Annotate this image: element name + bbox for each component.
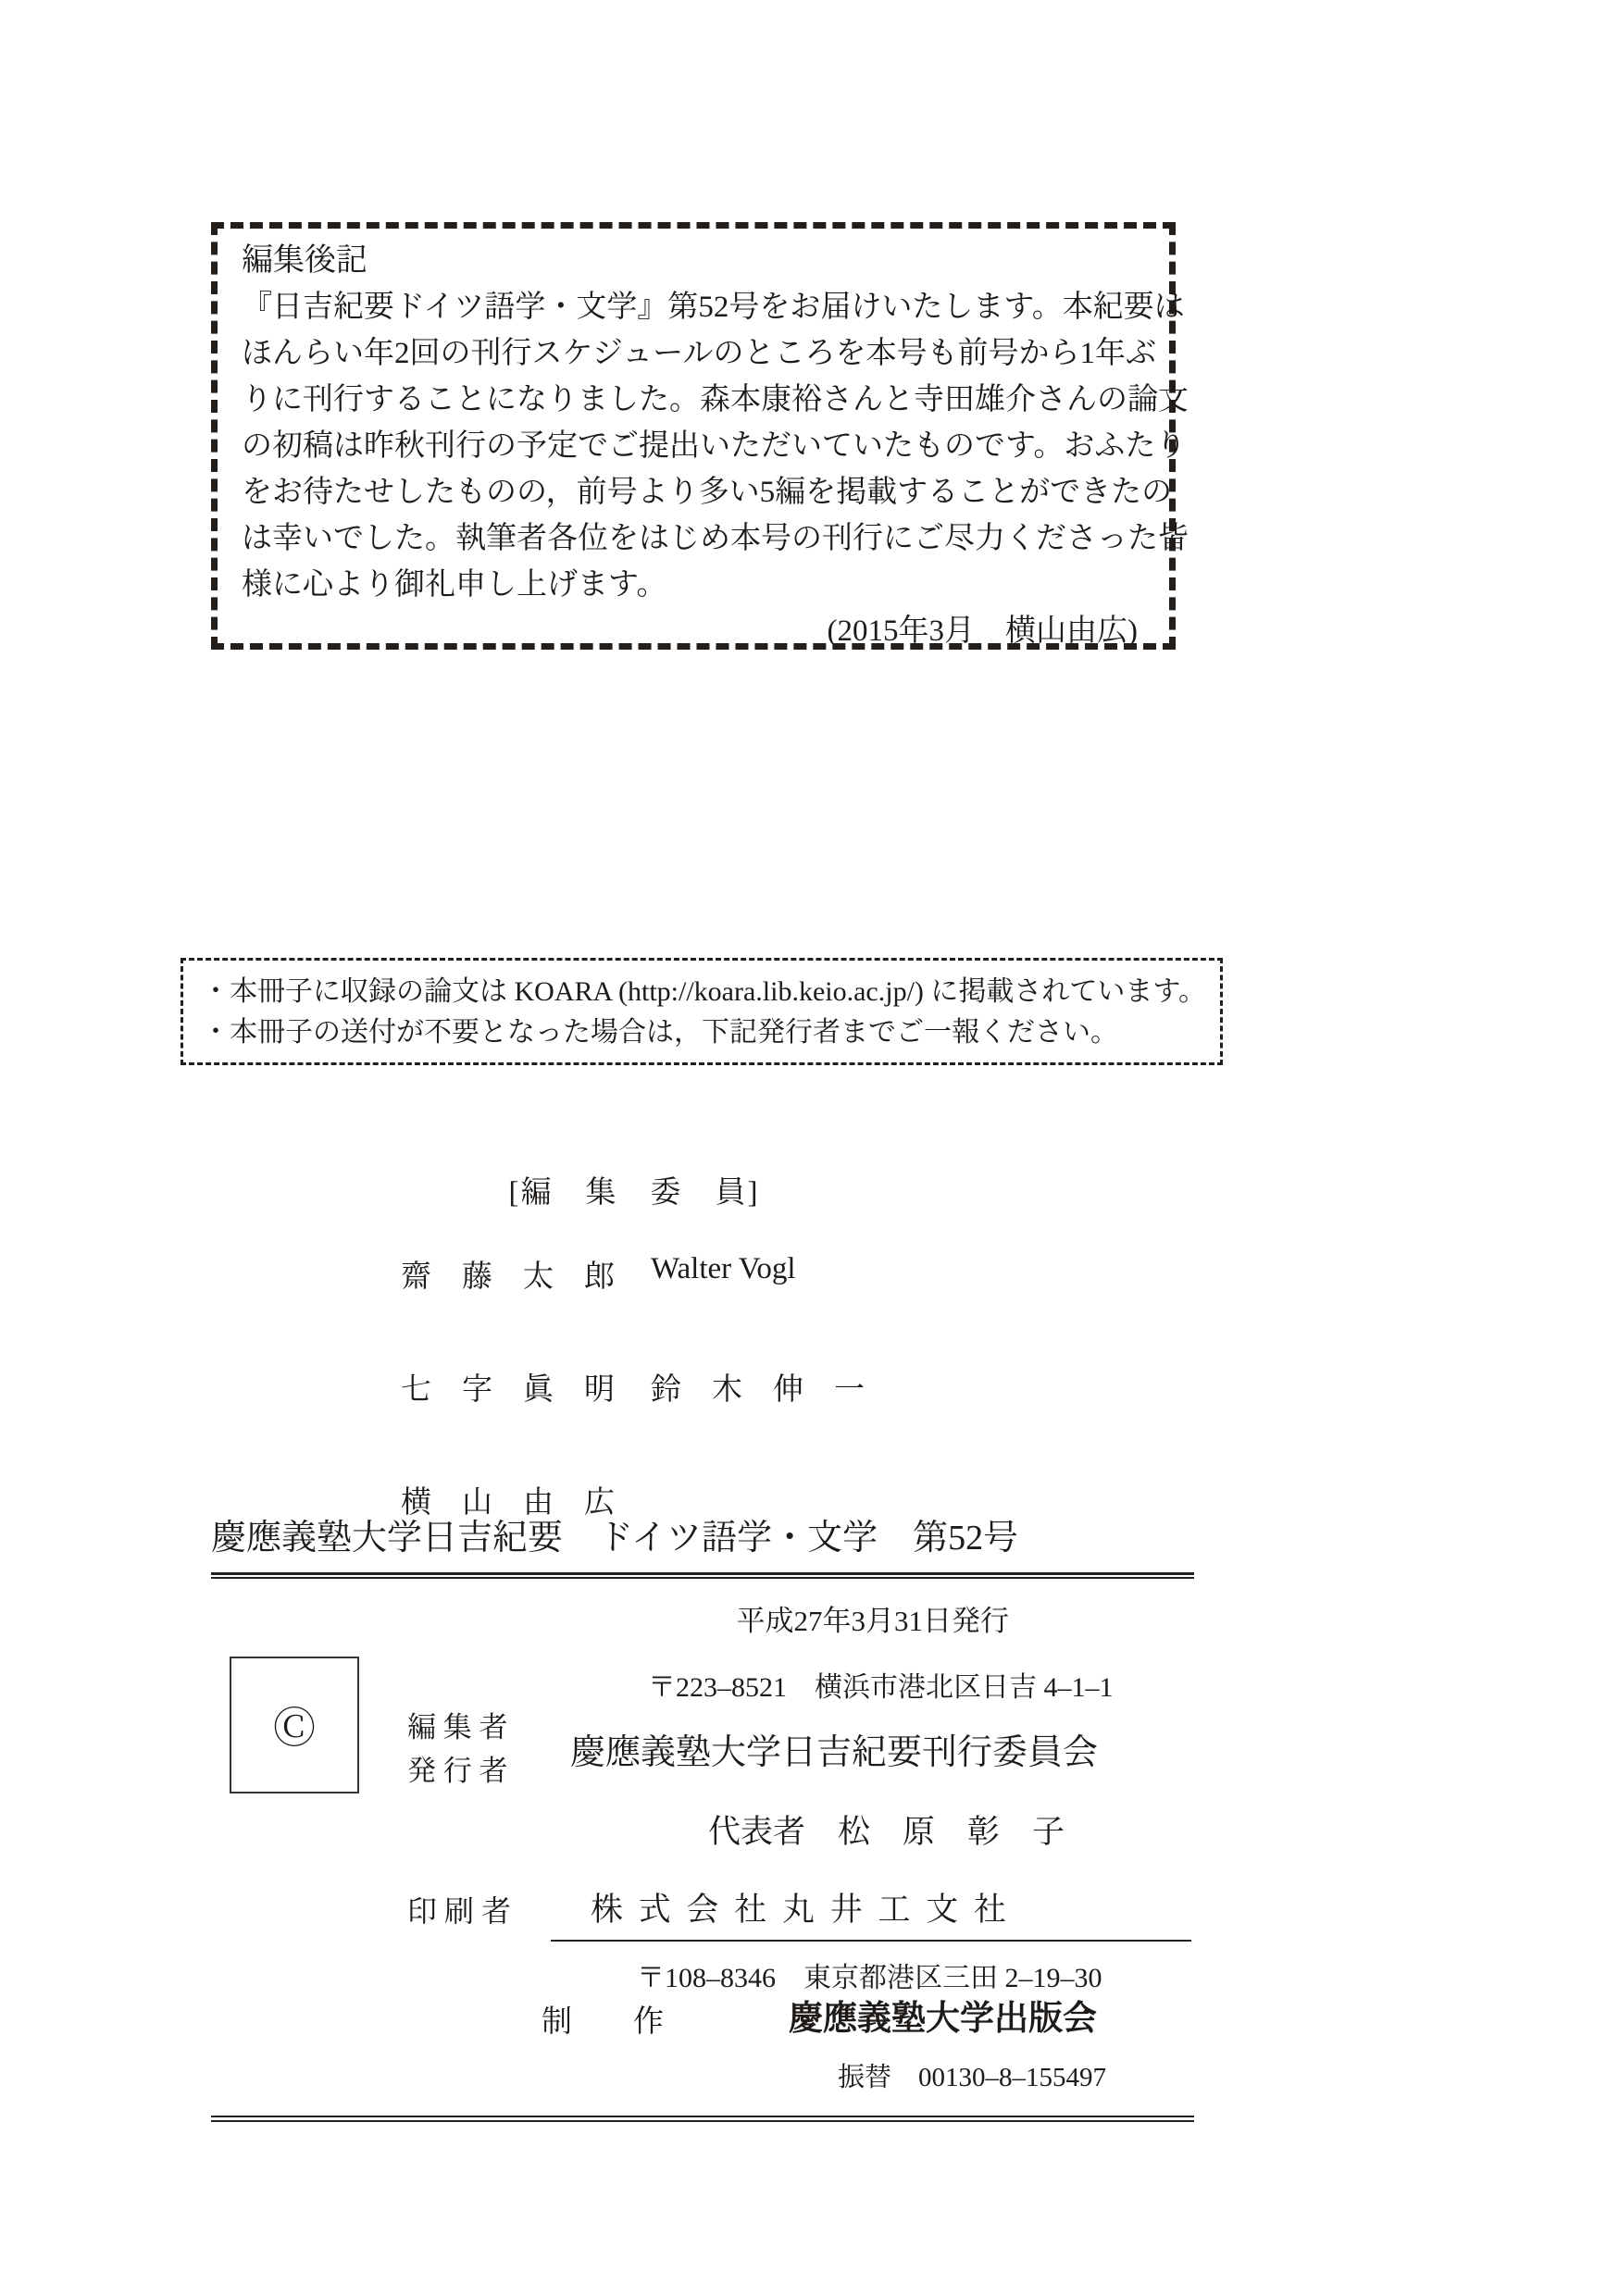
printer-rule bbox=[551, 1940, 1191, 1942]
postal-transfer-number: 振替 00130–8–155497 bbox=[838, 2063, 1107, 2092]
postscript-line: ほんらい年2回の刊行スケジュールのところを本号も前号から1年ぶ bbox=[242, 337, 1157, 370]
committee-member: 齋 藤 太 郎 bbox=[401, 1260, 615, 1294]
journal-title: 慶應義塾大学日吉紀要 ドイツ語学・文学 第52号 bbox=[211, 1519, 1019, 1558]
publisher-name: 慶應義塾大学日吉紀要刊行委員会 bbox=[570, 1733, 1099, 1772]
printer-name: 株 式 会 社 丸 井 工 文 社 bbox=[591, 1892, 1011, 1928]
publisher-label: 発 行 者 bbox=[407, 1755, 508, 1787]
postscript-line: の初稿は昨秋刊行の予定でご提出いただいていたものです。おふたり bbox=[242, 429, 1187, 463]
editorial-committee bbox=[393, 1168, 875, 1550]
notice-line-koara: ・本冊子に収録の論文は KOARA (http://koara.lib.keio.ac.jp/) に掲載されています。 bbox=[202, 976, 1207, 1007]
production-name: 慶應義塾大学出版会 bbox=[789, 1999, 1097, 2037]
postscript-line: 様に心より御礼申し上げます。 bbox=[242, 568, 667, 602]
committee-member: 鈴 木 伸 一 bbox=[651, 1373, 865, 1407]
production-label: 制 作 bbox=[542, 2005, 664, 2039]
committee-member: 横 山 由 広 bbox=[401, 1486, 615, 1520]
representative-name: 代表者 松 原 彰 子 bbox=[708, 1814, 1065, 1850]
postscript-line: りに刊行することになりました。森本康裕さんと寺田雄介さんの論文 bbox=[242, 383, 1189, 416]
postscript-title: 編集後記 bbox=[242, 243, 367, 278]
notice-line-unsubscribe: ・本冊子の送付が不要となった場合は，下記発行者までご一報ください。 bbox=[202, 1017, 1118, 1048]
title-double-rule bbox=[211, 1572, 1194, 1579]
postscript-line: 『日吉紀要ドイツ語学・文学』第52号をお届けいたします。本紀要は bbox=[242, 291, 1185, 324]
printer-label: 印 刷 者 bbox=[407, 1894, 512, 1928]
committee-member: Walter Vogl bbox=[651, 1252, 796, 1285]
postscript-signature: (2015年3月 横山由広) bbox=[827, 614, 1138, 648]
notice-box bbox=[181, 958, 1223, 1065]
editor-label: 編 集 者 bbox=[407, 1711, 508, 1744]
publish-date: 平成27年3月31日発行 bbox=[736, 1605, 1009, 1637]
printer-address: 〒108–8346 東京都港区三田 2–19–30 bbox=[637, 1963, 1102, 1993]
committee-row bbox=[393, 1252, 875, 1324]
committee-member: 七 字 眞 明 bbox=[401, 1373, 615, 1407]
postscript-line: をお待たせしたものの，前号より多い5編を掲載することができたの bbox=[242, 476, 1173, 509]
journal-title-block bbox=[211, 1508, 1194, 1639]
publisher-address: 〒223–8521 横浜市港北区日吉 4–1–1 bbox=[648, 1672, 1114, 1703]
committee-heading: [編 集 委 員] bbox=[508, 1176, 760, 1210]
copyright-icon: Ⓒ bbox=[273, 1705, 316, 1752]
editor-publisher-labels bbox=[407, 1706, 508, 1793]
editorial-postscript-box bbox=[211, 222, 1189, 650]
postscript-line: は幸いでした。執筆者各位をはじめ本号の刊行にご尽力くださった皆 bbox=[242, 522, 1189, 555]
committee-row bbox=[393, 1365, 875, 1437]
copyright-box bbox=[230, 1657, 359, 1793]
bottom-double-rule bbox=[211, 2116, 1194, 2122]
